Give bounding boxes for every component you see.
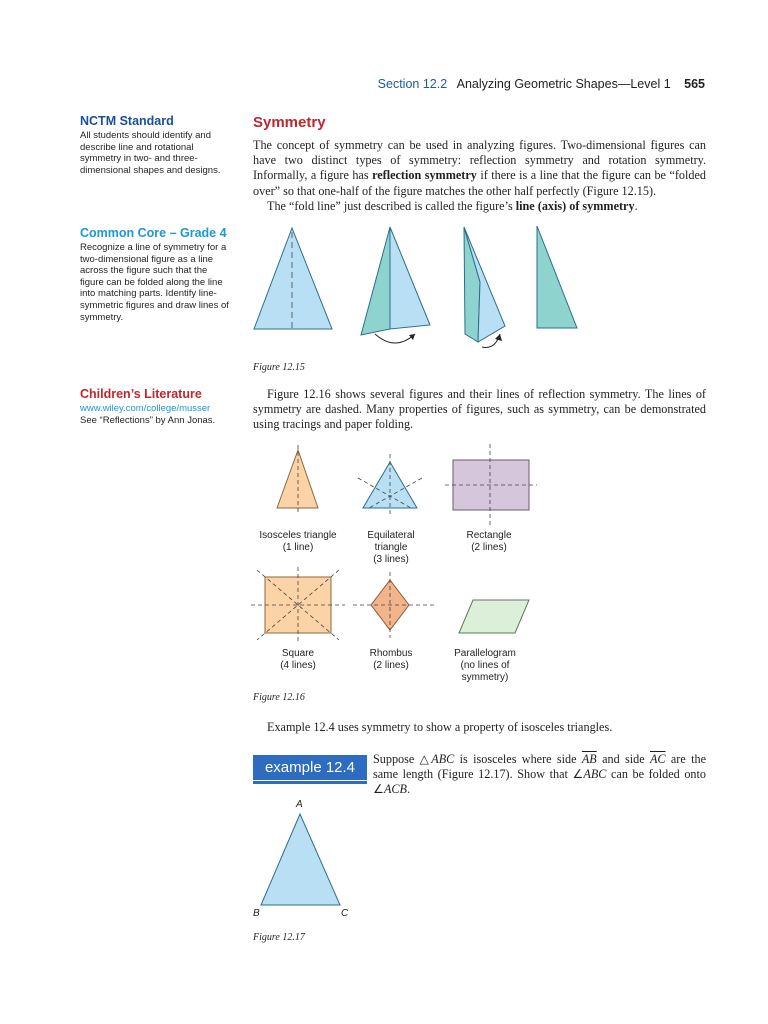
label-line: Parallelogram (454, 648, 516, 659)
paragraph-figure-12-16: Figure 12.16 shows several figures and their lines of reflection symmetry. The lines of symmetry are dashed. Many properties of figures, such as symmetry, can be demonstrated using tracings and paper folding. (253, 387, 706, 432)
vertex-label-b: B (253, 908, 260, 919)
label-line: (3 lines) (373, 554, 409, 565)
fold-arrow-1 (375, 334, 415, 343)
arrowhead-icon (495, 334, 502, 341)
ex-text: can be folded onto ∠ (373, 767, 706, 797)
arrowhead-icon (409, 334, 415, 340)
label-line: Square (281, 648, 315, 659)
triangle-abc (261, 814, 340, 905)
fold-triangle-half-left (361, 227, 390, 335)
vertex-label-a: A (296, 799, 303, 810)
figure-12-17-isosceles-triangle (250, 798, 360, 923)
label-line: (2 lines) (373, 660, 409, 671)
label-line: Rectangle (466, 530, 512, 541)
ex-math: ABC (431, 752, 455, 766)
label-parallelogram (430, 648, 540, 684)
label-line: (no lines of (460, 660, 510, 671)
childrens-lit-text: See “Reflections” by Ann Jonas. (80, 414, 216, 426)
fold-triangle-half-right (390, 227, 430, 329)
wiley-link[interactable]: www.wiley.com/college/musser (80, 403, 211, 414)
folded-triangle-half (537, 226, 577, 328)
ex-text: and side (596, 752, 650, 766)
paragraph-fold-line (253, 199, 706, 214)
ex-text: are the same length (Figure 12.17). Show that ∠ (373, 752, 706, 782)
section-title: Analyzing Geometric Shapes—Level 1 (456, 77, 671, 91)
p1-text-a: The concept of symmetry can be used in analyzing figures. Two-dimensional figures can have two distinct types of symmetry: reflection symmetry and rotation symmetry. Informally, a figure has (253, 138, 706, 183)
term-line-of-symmetry: line (axis) of symmetry (515, 199, 635, 213)
ex-text: is isosceles where side (454, 752, 582, 766)
running-header (378, 77, 705, 91)
p2-text-b: . (634, 199, 638, 213)
label-line: (2 lines) (471, 542, 507, 553)
label-rectangle (434, 530, 544, 554)
label-line: (1 line) (282, 542, 314, 553)
label-line: (4 lines) (280, 660, 316, 671)
nctm-heading: NCTM Standard (80, 114, 174, 128)
vertex-label-c: C (341, 908, 349, 919)
segment-ab: $\overline{AB}$ (581, 752, 597, 766)
example-12-4-text (373, 752, 706, 798)
figure-12-15-caption: Figure 12.15 (253, 362, 305, 373)
term-reflection-symmetry: reflection symmetry (372, 168, 477, 183)
fold-triangle-folding-left (464, 227, 480, 342)
common-core-text: Recognize a line of symmetry for a two-dimensional figure as a line across the figure such that the figure can be folded along the line into matching parts. Identify line-symmetric figures and draw lines of symmetry. (80, 242, 229, 323)
figure-12-16-caption: Figure 12.16 (253, 692, 305, 703)
p2-text-a: The “fold line” just described is called the figure’s (267, 199, 516, 213)
example-12-4-banner: example 12.4 (253, 755, 367, 780)
nctm-text: All students should identify and describe line and rotational symmetry in two- and three-dimensional shapes and designs. (80, 130, 221, 176)
label-line: triangle (374, 542, 408, 553)
sidebar-nctm (80, 114, 230, 176)
label-equilateral (336, 530, 446, 566)
ex-math: ACB (383, 782, 407, 797)
ex-text: Suppose △ (373, 752, 432, 766)
figure-12-17-caption: Figure 12.17 (253, 932, 305, 943)
ex-text: . (406, 782, 411, 797)
label-line: Equilateral (367, 530, 415, 541)
label-line: Rhombus (369, 648, 413, 659)
common-core-heading: Common Core – Grade 4 (80, 226, 227, 240)
section-heading-symmetry: Symmetry (253, 114, 326, 131)
ex-math: ABC (583, 767, 607, 782)
paragraph-example-intro: Example 12.4 uses symmetry to show a property of isosceles triangles. (267, 720, 613, 734)
isosceles-triangle-shape (277, 450, 318, 508)
section-number: Section 12.2 (377, 77, 448, 91)
label-line: symmetry) (461, 672, 509, 683)
fold-triangle-full (254, 228, 332, 329)
parallelogram-shape (459, 600, 529, 633)
paragraph-symmetry-intro (253, 138, 706, 199)
sidebar-childrens-literature (80, 387, 240, 426)
page-number: 565 (684, 77, 705, 91)
segment-ac: $\overline{AC}$ (649, 752, 666, 766)
childrens-lit-heading: Children’s Literature (80, 387, 202, 401)
sidebar-common-core (80, 226, 232, 323)
figure-12-15-folding-triangles (250, 222, 590, 357)
label-line: Isosceles triangle (259, 530, 337, 541)
p1-text-b: if there is a line that the figure can be “folded over” so that one-half of the figure matches the other half perfectly (Figure 12.15). (253, 168, 706, 198)
